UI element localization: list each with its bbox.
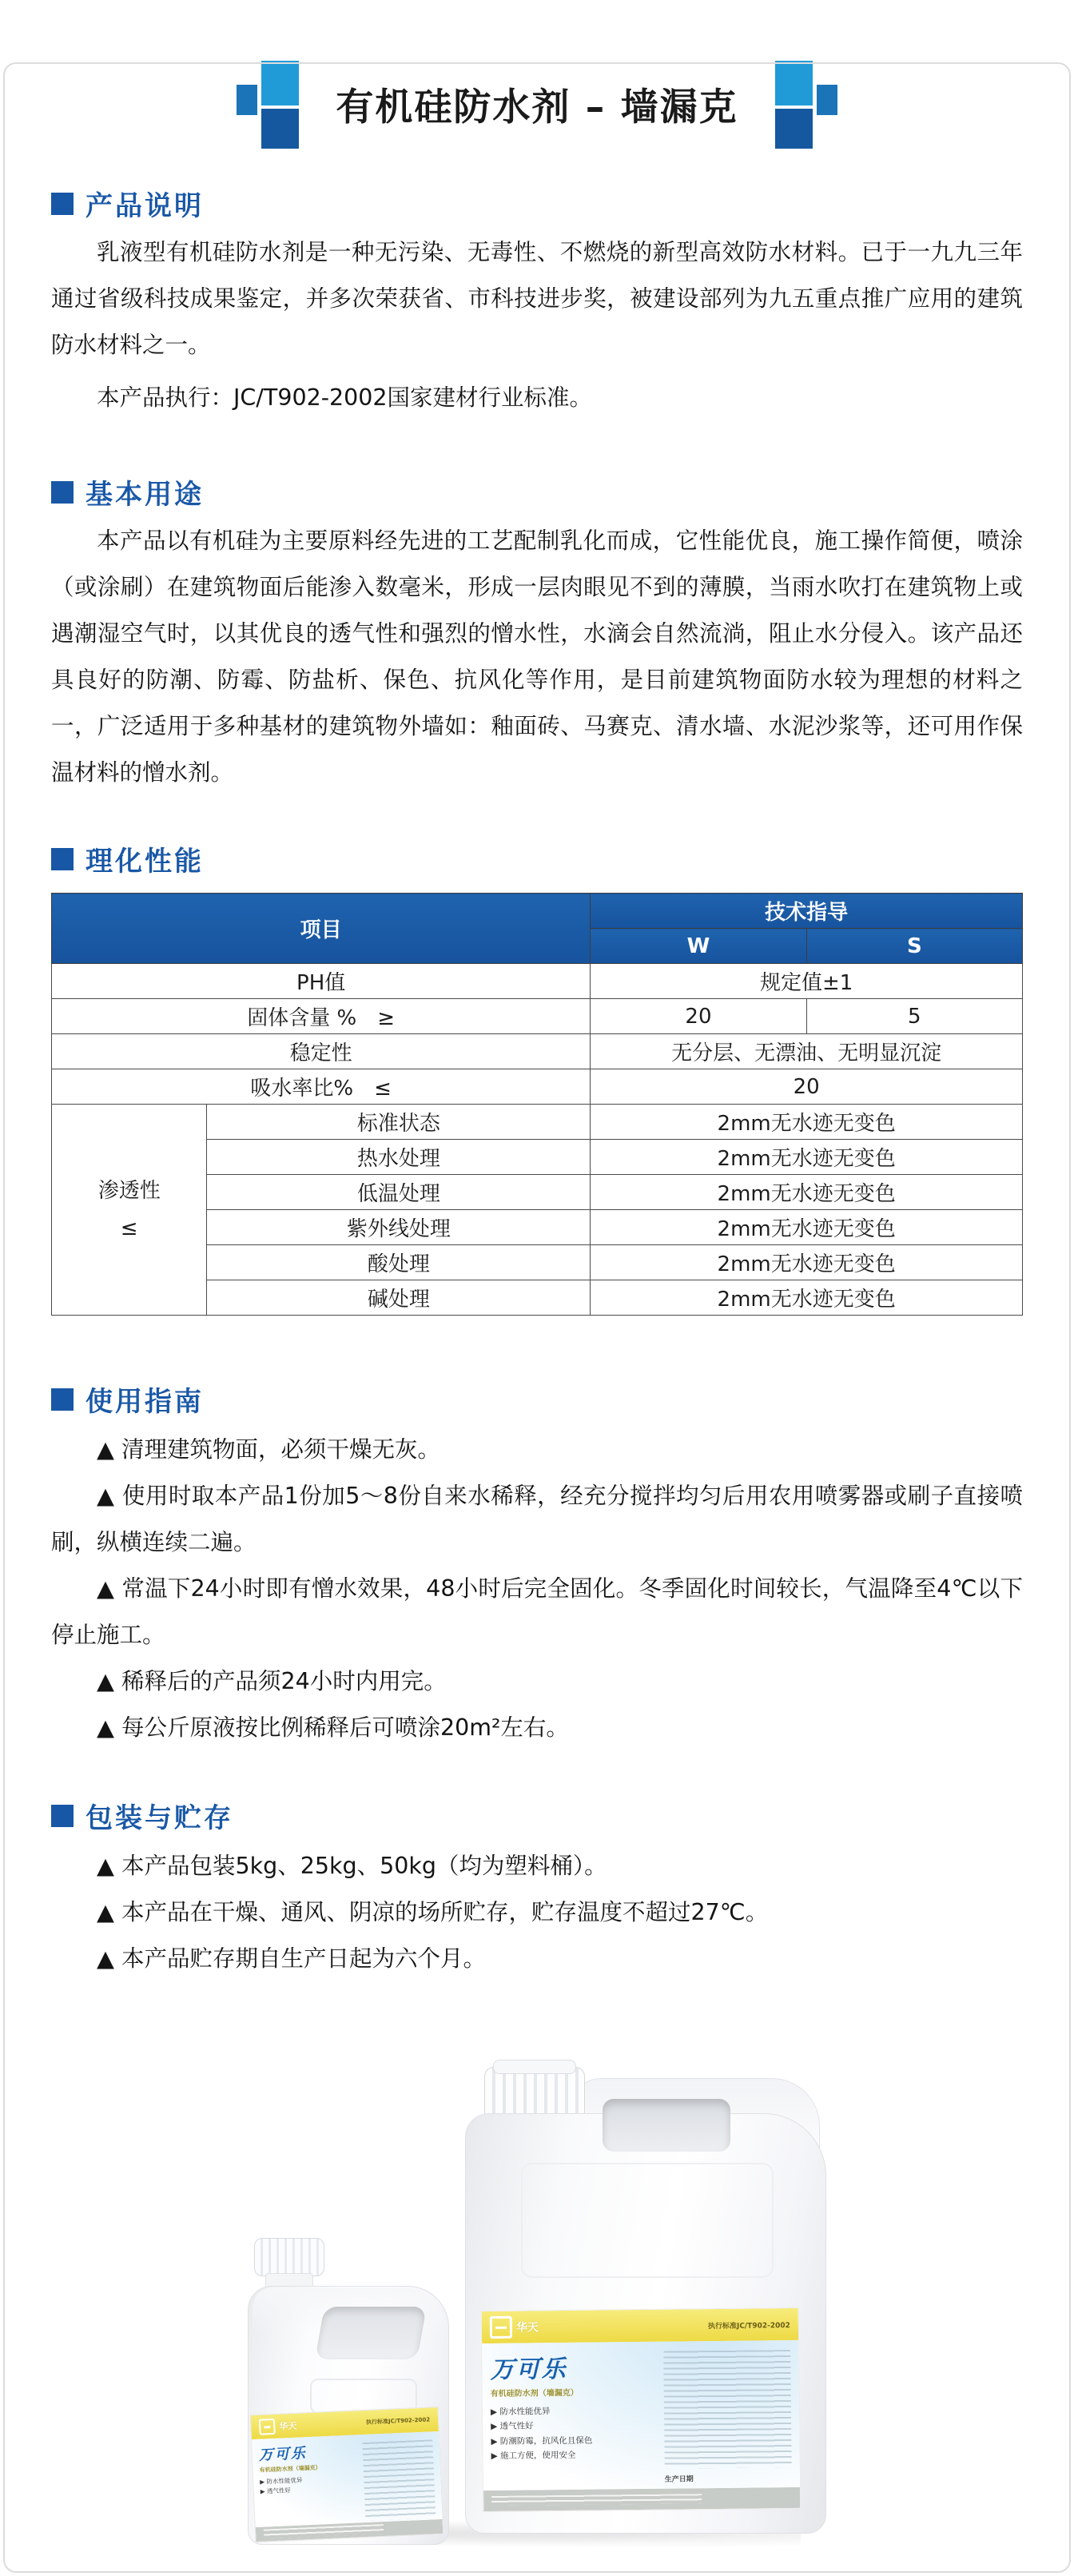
heading-square-icon — [51, 481, 74, 504]
row-value: 2mm无水迹无变色 — [591, 1280, 1023, 1316]
decor-square-small — [237, 85, 257, 115]
table-row-permeability-standard — [52, 1105, 1023, 1140]
table-row-ph — [52, 964, 1023, 999]
row-label: PH值 — [52, 964, 591, 999]
section-basic-usage — [51, 472, 1023, 796]
row-label: 稳定性 — [52, 1034, 591, 1069]
guide-bullet: ▲ 清理建筑物面，必须干燥无灰。 — [97, 1436, 440, 1463]
table-row-water-absorption — [52, 1069, 1023, 1105]
small-jug-cap — [254, 2238, 324, 2276]
brand-name: 华天 — [279, 2420, 297, 2432]
row-label: 固体含量 % ≥ — [52, 999, 591, 1034]
label-yellow-band — [482, 2308, 798, 2343]
large-jug-groove — [521, 2163, 774, 2278]
heading-square-icon — [51, 1805, 74, 1827]
label-right-column — [663, 2347, 792, 2486]
label-feature: ▶ 防水性能优异 — [490, 2407, 551, 2417]
label-feature: ▶ 防潮防霉，抗风化且保色 — [491, 2435, 593, 2447]
row-value: 规定值±1 — [591, 964, 1023, 999]
title-decoration-left-icon — [237, 59, 299, 149]
decor-square-small — [817, 85, 837, 115]
brand-name: 华天 — [515, 2321, 539, 2335]
table-row-stability — [52, 1034, 1023, 1069]
storage-bullet: ▲ 本产品包装5kg、25kg、50kg（均为塑料桶）。 — [97, 1853, 607, 1879]
row-value: 2mm无水迹无变色 — [591, 1105, 1023, 1140]
description-paragraph-1: 乳液型有机硅防水剂是一种无污染、无毒性、不燃烧的新型高效防水材料。已于一九九三年通过省级科技成果鉴定，并多次荣获省、市科技进步奖，被建设部列为九五重点推广应用的建筑防水材料之一。 — [51, 239, 1023, 358]
label-standard-text: 执行标准JC/T902-2002 — [707, 2321, 790, 2331]
row-value: 无分层、无漂油、无明显沉淀 — [591, 1034, 1023, 1069]
table-header-item: 项目 — [52, 894, 591, 964]
row-label: 碱处理 — [207, 1280, 591, 1316]
label-left-column — [490, 2348, 657, 2487]
row-value-w: 20 — [591, 999, 806, 1034]
decor-square-dark — [775, 109, 813, 149]
decor-square-dark — [261, 109, 299, 149]
section-title: 使用指南 — [86, 1386, 204, 1418]
page-header — [51, 59, 1023, 149]
row-value: 2mm无水迹无变色 — [591, 1245, 1023, 1280]
section-title: 基本用途 — [86, 479, 204, 511]
row-value: 2mm无水迹无变色 — [591, 1140, 1023, 1175]
heading-square-icon — [51, 193, 74, 215]
page-content — [0, 59, 1074, 2551]
permeability-symbol: ≤ — [120, 1216, 138, 1240]
table-header-guide: 技术指导 — [591, 894, 1023, 929]
guide-bullet: ▲ 使用时取本产品1份加5～8份自来水稀释，经充分搅拌均匀后用农用喷雾器或刷子直接喷刷，纵横连续二遍。 — [51, 1483, 1023, 1555]
section-properties — [51, 839, 1023, 1316]
row-value-s: 5 — [806, 999, 1022, 1034]
small-jug-image — [248, 2238, 449, 2545]
section-heading — [51, 1380, 1023, 1419]
row-label: 热水处理 — [207, 1140, 591, 1175]
section-title: 理化性能 — [86, 846, 204, 878]
table-header-w: W — [591, 929, 806, 964]
label-feature: ▶ 防水性能优异 — [260, 2476, 303, 2486]
label-feature: ▶ 施工方便，使用安全 — [491, 2450, 576, 2462]
small-jug-label — [250, 2407, 444, 2542]
label-product-title: 万可乐 — [258, 2445, 308, 2464]
decor-square-stack — [775, 61, 813, 149]
properties-table — [51, 893, 1023, 1316]
label-main-area — [482, 2340, 800, 2490]
brand-logo-icon — [259, 2418, 297, 2435]
section-heading — [51, 184, 1023, 223]
storage-bullet: ▲ 本产品贮存期自生产日起为六个月。 — [97, 1945, 486, 1972]
row-label: 紫外线处理 — [207, 1210, 591, 1245]
decor-square-stack — [261, 61, 299, 149]
section-heading — [51, 839, 1023, 878]
label-standard-text: 执行标准JC/T902-2002 — [365, 2416, 431, 2426]
label-feature-list — [491, 2403, 657, 2464]
heading-square-icon — [51, 1388, 74, 1411]
permeability-label — [52, 1105, 207, 1316]
label-product-subtitle: 有机硅防水剂（墙漏克） — [259, 2464, 321, 2474]
label-contact-lines — [491, 2494, 702, 2506]
table-row-solid-content — [52, 999, 1023, 1034]
guide-bullet-list — [51, 1427, 1023, 1751]
small-jug-handle — [315, 2307, 427, 2359]
large-jug-handle — [603, 2099, 730, 2152]
storage-bullet-list — [51, 1843, 1023, 1982]
heading-square-icon — [51, 848, 74, 870]
page-title: 有机硅防水剂 – 墙漏克 — [336, 85, 738, 129]
section-usage-guide — [51, 1380, 1023, 1751]
decor-square-light — [775, 61, 813, 106]
section-heading — [51, 472, 1023, 512]
permeability-name: 渗透性 — [97, 1178, 161, 1203]
logo-mark-icon — [259, 2419, 276, 2435]
label-product-subtitle: 有机硅防水剂（墙漏克） — [490, 2388, 579, 2399]
label-product-title: 万可乐 — [490, 2355, 567, 2384]
row-value: 2mm无水迹无变色 — [591, 1210, 1023, 1245]
guide-bullet: ▲ 常温下24小时即有憎水效果，48小时后完全固化。冬季固化时间较长，气温降至4℃以下停止施工。 — [51, 1575, 1023, 1648]
label-fine-print — [663, 2350, 792, 2469]
large-jug-label — [482, 2308, 801, 2511]
label-contact-band — [483, 2487, 800, 2511]
title-decoration-right-icon — [775, 59, 837, 149]
row-label: 酸处理 — [207, 1245, 591, 1280]
logo-mark-icon — [490, 2316, 512, 2339]
label-right-column — [362, 2436, 436, 2521]
label-feature: ▶ 透气性好 — [260, 2486, 292, 2495]
section-packaging-storage — [51, 1796, 1023, 1982]
brand-logo-icon — [490, 2315, 539, 2339]
section-heading — [51, 1796, 1023, 1835]
label-production-date: 生产日期 — [664, 2475, 694, 2484]
guide-bullet: ▲ 稀释后的产品须24小时内用完。 — [97, 1668, 447, 1694]
description-paragraph-2: 本产品执行：JC/T902-2002国家建材行业标准。 — [97, 384, 593, 411]
row-label: 吸水率比% ≤ — [52, 1069, 591, 1105]
row-value: 2mm无水迹无变色 — [591, 1175, 1023, 1210]
usage-paragraph: 本产品以有机硅为主要原料经先进的工艺配制乳化而成，它性能优良，施工操作简便，喷涂（或涂刷）在建筑物面后能渗入数毫米，形成一层肉眼见不到的薄膜，当雨水吹打在建筑物上或遇潮湿空气时，以其优良的透气性和强烈的憎水性，水滴会自然流淌，阻止水分侵入。该产品还具良好的防潮、防霉、防盐析、保色、抗风化等作用，是目前建筑物面防水较为理想的材料之一，广泛适用于多种基材的建筑物外墙如：釉面砖、马赛克、清水墙、水泥沙浆等，还可用作保温材料的憎水剂。 — [51, 528, 1023, 786]
section-title: 产品说明 — [86, 190, 204, 222]
table-header-s: S — [806, 929, 1022, 964]
row-value: 20 — [591, 1069, 1023, 1105]
guide-bullet: ▲ 每公斤原液按比例稀释后可喷涂20m²左右。 — [97, 1714, 569, 1741]
section-product-description — [51, 184, 1023, 421]
label-feature-list — [260, 2474, 356, 2497]
label-left-column — [258, 2440, 357, 2526]
section-title: 包装与贮存 — [86, 1802, 233, 1834]
label-main-area — [252, 2431, 443, 2527]
row-label: 标准状态 — [207, 1105, 591, 1140]
label-contact-lines — [264, 2524, 384, 2539]
large-jug-image — [465, 2043, 826, 2534]
storage-bullet: ▲ 本产品在干燥、通风、阴凉的场所贮存，贮存温度不超过27℃。 — [97, 1899, 769, 1925]
product-photo — [225, 2033, 849, 2551]
row-label: 低温处理 — [207, 1175, 591, 1210]
label-fine-print — [362, 2439, 436, 2521]
label-feature: ▶ 透气性好 — [491, 2421, 534, 2432]
decor-square-light — [261, 61, 299, 106]
